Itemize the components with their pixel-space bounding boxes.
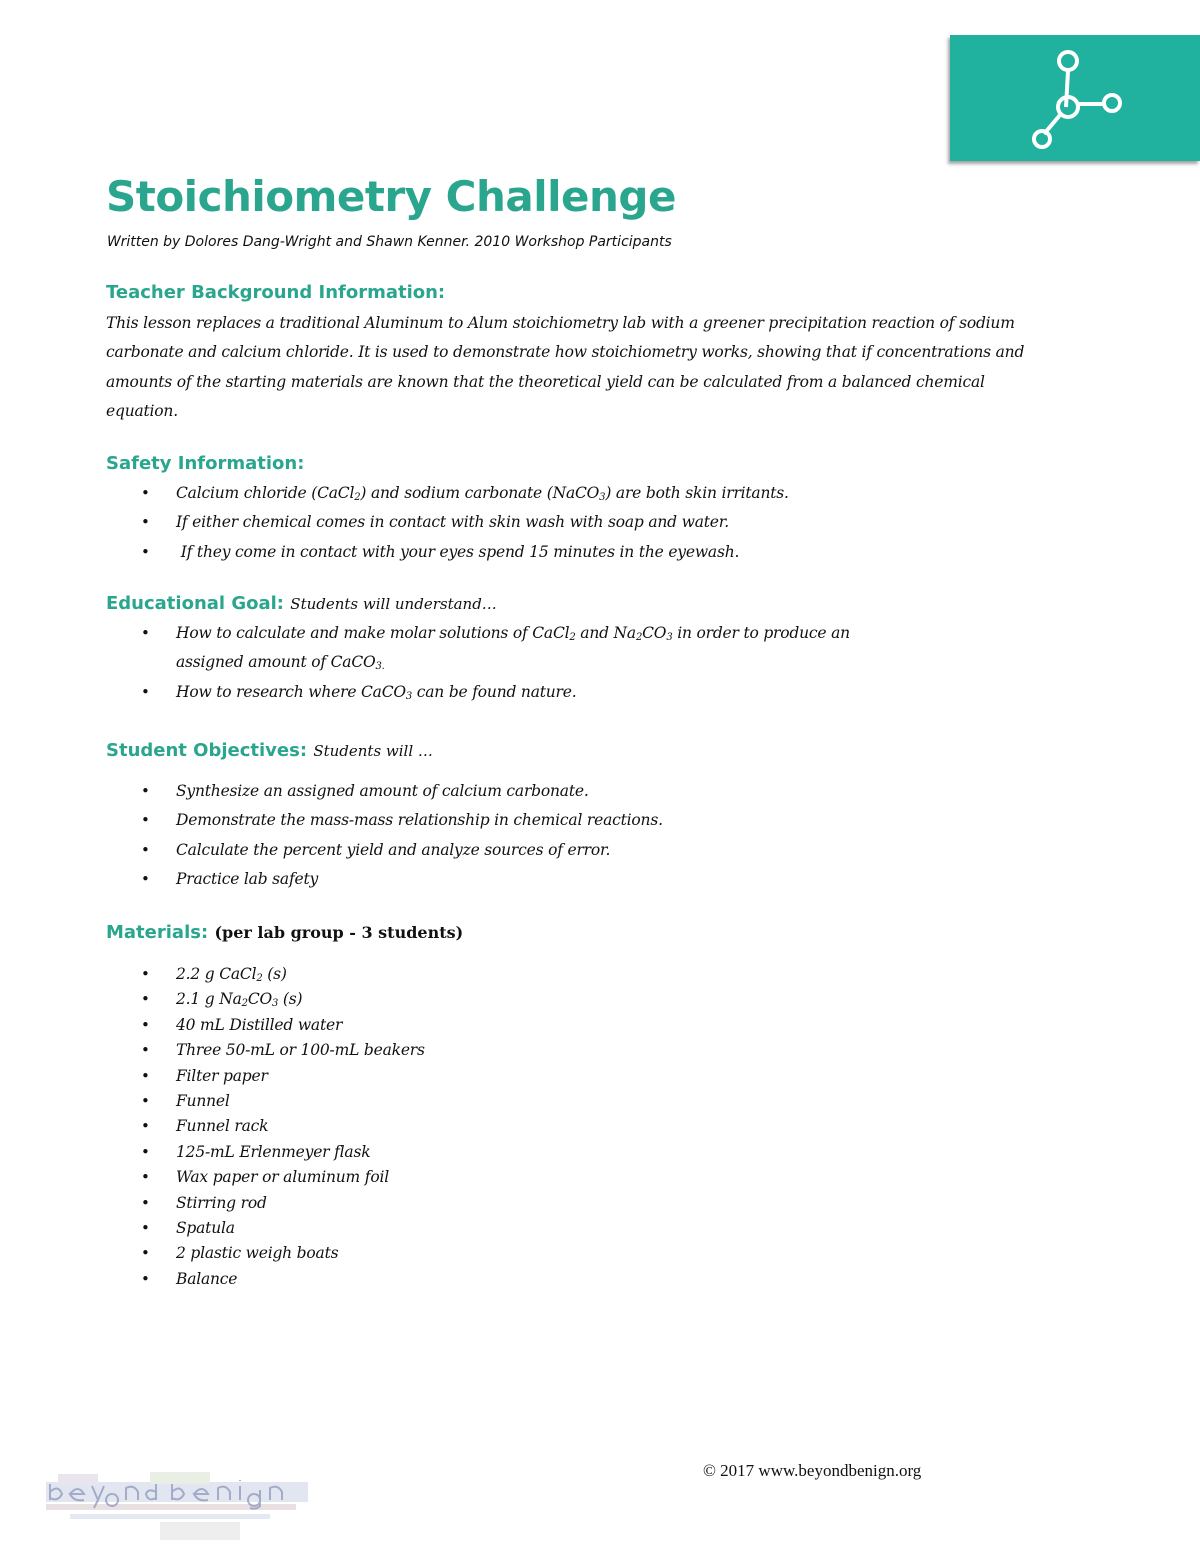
objectives-list bbox=[0, 777, 663, 894]
goal-list bbox=[0, 619, 850, 707]
list-item: • 2.1 g $Na_2CO_3$ (s) bbox=[0, 987, 425, 1012]
copyright-footer: © 2017 www.beyondbenign.org bbox=[703, 1461, 922, 1480]
list-item: • 125-mL Erlenmeyer flask bbox=[0, 1140, 425, 1165]
list-item: • Balance bbox=[0, 1267, 425, 1292]
goal-heading: Educational Goal: Students will understand… bbox=[106, 593, 497, 614]
list-item: • Demonstrate the mass-mass relationship in chemical reactions. bbox=[0, 806, 663, 835]
list-item: • How to research where CaCO$_3$ can be found nature. bbox=[0, 678, 850, 707]
safety-list bbox=[0, 479, 789, 567]
list-item: • Practice lab safety bbox=[0, 865, 663, 894]
list-item: • 2 plastic weigh boats bbox=[0, 1241, 425, 1266]
beyond-benign-logo bbox=[40, 1470, 315, 1552]
list-item: • Filter paper bbox=[0, 1064, 425, 1089]
list-item: • 2.2 g CaCl$_2$ (s) bbox=[0, 962, 425, 987]
materials-list bbox=[0, 962, 425, 1292]
list-item: • How to calculate and make molar solutions of CaCl$_2$ and $Na_2CO_3$ in order to produce an assigned amount of CaCO$_{3.}$ bbox=[0, 619, 850, 678]
materials-heading: Materials: (per lab group - 3 students) bbox=[106, 922, 464, 943]
list-item: • Wax paper or aluminum foil bbox=[0, 1165, 425, 1190]
header-accent-box bbox=[950, 35, 1200, 161]
page-title: Stoichiometry Challenge bbox=[106, 172, 676, 221]
list-item: • Synthesize an assigned amount of calcium carbonate. bbox=[0, 777, 663, 806]
background-heading: Teacher Background Information: bbox=[106, 282, 446, 303]
beyond-benign-logo-icon bbox=[40, 1470, 315, 1548]
objectives-heading: Student Objectives: Students will … bbox=[106, 740, 433, 761]
list-item: • Stirring rod bbox=[0, 1191, 425, 1216]
list-item: • 40 mL Distilled water bbox=[0, 1013, 425, 1038]
byline: Written by Dolores Dang-Wright and Shawn Kenner. 2010 Workshop Participants bbox=[107, 234, 672, 250]
list-item: • If they come in contact with your eyes spend 15 minutes in the eyewash. bbox=[0, 538, 789, 567]
safety-heading: Safety Information: bbox=[106, 453, 305, 474]
list-item: • If either chemical comes in contact with skin wash with soap and water. bbox=[0, 508, 789, 537]
background-paragraph: This lesson replaces a traditional Aluminum to Alum stoichiometry lab with a greener precipitation reaction of sodium carbonate and calcium chloride. It is used to demonstrate how stoichiometry works, showing that if concentrations and amounts of the starting materials are known that the theoretical yield can be calculated from a balanced chemical equation. bbox=[106, 314, 1025, 420]
list-item: • Calculate the percent yield and analyze sources of error. bbox=[0, 836, 663, 865]
list-item: • Funnel rack bbox=[0, 1114, 425, 1139]
list-item: • Spatula bbox=[0, 1216, 425, 1241]
list-item: • Calcium chloride (CaCl$_2$) and sodium carbonate (NaCO$_3$) are both skin irritants. bbox=[0, 479, 789, 508]
molecule-icon bbox=[950, 35, 1200, 161]
list-item: • Funnel bbox=[0, 1089, 425, 1114]
list-item: • Three 50-mL or 100-mL beakers bbox=[0, 1038, 425, 1063]
